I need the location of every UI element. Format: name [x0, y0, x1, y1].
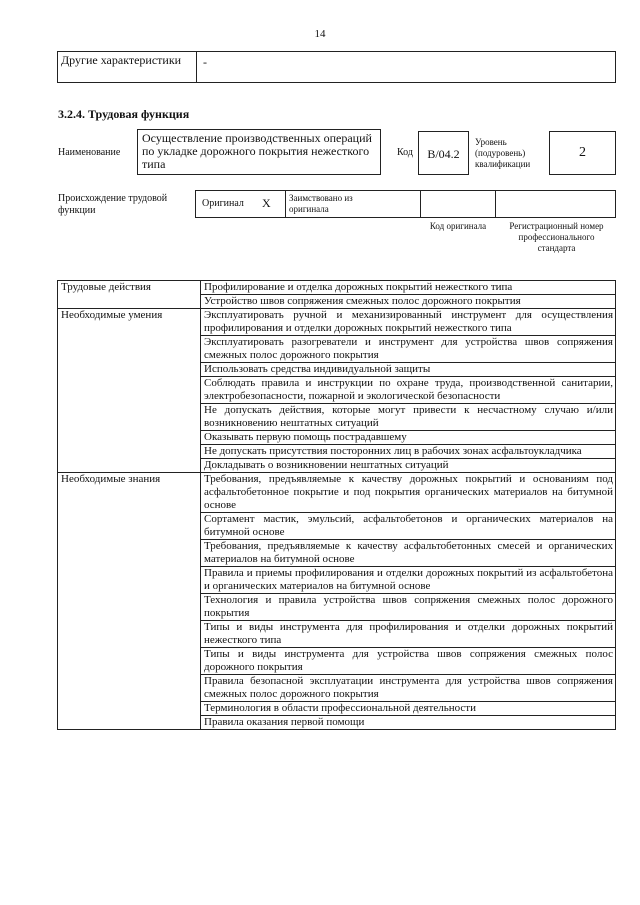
page-number: 14 — [314, 28, 326, 40]
knowledge-item: Правила и приемы профилирования и отделки дорожных покрытий из асфальтобетона и органических материалов на битумной основе — [201, 567, 616, 594]
skills-label: Необходимые умения — [58, 309, 201, 473]
competence-table — [57, 280, 616, 730]
skills-item: Оказывать первую помощь пострадавшему — [201, 431, 616, 445]
knowledge-item: Типы и виды инструмента для профилирования и отделки дорожных покрытий нежесткого типа — [201, 621, 616, 648]
knowledge-item: Терминология в области профессиональной деятельности — [201, 702, 616, 716]
labor-actions-label: Трудовые действия — [58, 281, 201, 309]
section-title: 3.2.4. Трудовая функция — [58, 107, 190, 121]
labor-actions-item: Профилирование и отделка дорожных покрытий нежесткого типа — [201, 281, 616, 295]
function-name: Осуществление производственных операций по укладке дорожного покрытия нежесткого типа — [142, 131, 372, 171]
skills-item: Не допускать присутствия посторонних лиц в рабочих зонах асфальтоукладчика — [201, 445, 616, 459]
level-label: Уровень (подуровень) квалификации — [475, 137, 531, 169]
origin-label: Происхождение трудовой функции — [58, 193, 168, 216]
code-value-box — [418, 131, 469, 175]
origin-divider-2 — [420, 191, 421, 217]
knowledge-item: Требования, предъявляемые к качеству дорожных покрытий и основаниям под асфальтобетонное покрытие и под покрытия органических материалов на битумной основе — [201, 473, 616, 513]
name-label: Наименование — [58, 147, 121, 158]
skills-item: Не допускать действия, которые могут привести к несчастному случаю и/или возникновению нештатных ситуаций — [201, 404, 616, 431]
code-original-caption: Код оригинала — [429, 221, 487, 231]
level-value-box — [549, 131, 616, 175]
knowledge-item: Правила оказания первой помощи — [201, 716, 616, 730]
origin-divider-1 — [285, 191, 286, 217]
knowledge-item: Сортамент мастик, эмульсий, асфальтобетонов и органических материалов на битумной основе — [201, 513, 616, 540]
knowledge-item: Требования, предъявляемые к качеству асфальтобетонных смесей и органических материалов на битумной основе — [201, 540, 616, 567]
code-label: Код — [397, 147, 413, 158]
skills-row — [58, 309, 616, 336]
original-mark: X — [262, 196, 271, 210]
origin-table — [195, 190, 616, 218]
skills-item: Эксплуатировать разогреватели и инструмент для устройства швов сопряжения смежных полос дорожного покрытия — [201, 336, 616, 363]
column-divider — [196, 52, 197, 82]
skills-item: Соблюдать правила и инструкции по охране труда, производственной санитарии, электробезопасности, пожарной и экологической безопасности — [201, 377, 616, 404]
skills-item: Эксплуатировать ручной и механизированный инструмент для осуществления профилирования и отделки дорожных покрытий нежесткого типа — [201, 309, 616, 336]
other-characteristics-table — [57, 51, 616, 83]
knowledge-label: Необходимые знания — [58, 473, 201, 730]
code-value: B/04.2 — [427, 147, 460, 161]
other-characteristics-value: - — [203, 55, 207, 69]
original-label: Оригинал — [202, 198, 244, 209]
knowledge-item: Типы и виды инструмента для устройства швов сопряжения смежных полос дорожного покрытия — [201, 648, 616, 675]
knowledge-row — [58, 473, 616, 513]
level-value: 2 — [579, 145, 586, 160]
skills-item: Использовать средства индивидуальной защиты — [201, 363, 616, 377]
other-characteristics-label: Другие характеристики — [61, 53, 182, 67]
skills-item: Докладывать о возникновении нештатных ситуаций — [201, 459, 616, 473]
registration-caption: Регистрационный номер профессионального стандарта — [509, 221, 604, 253]
name-value-box — [137, 129, 381, 175]
knowledge-item: Технология и правила устройства швов сопряжения смежных полос дорожного покрытия — [201, 594, 616, 621]
borrowed-label: Заимствовано из оригинала — [289, 193, 353, 214]
labor-actions-row — [58, 281, 616, 295]
knowledge-item: Правила безопасной эксплуатации инструмента для устройства швов сопряжения смежных полос дорожного покрытия — [201, 675, 616, 702]
labor-actions-item: Устройство швов сопряжения смежных полос дорожного покрытия — [201, 295, 616, 309]
origin-divider-3 — [495, 191, 496, 217]
